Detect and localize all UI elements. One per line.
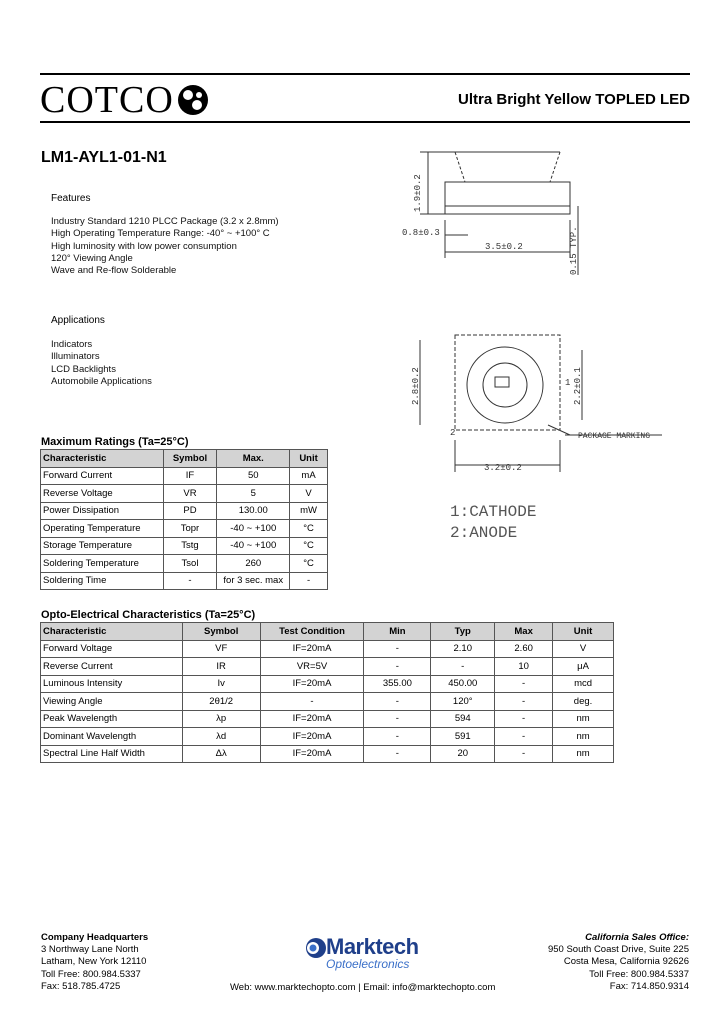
dim-side-label: 0.15 TYP. bbox=[569, 226, 579, 275]
table-row bbox=[41, 502, 328, 520]
max-ratings-title: Maximum Ratings (Ta=25°C) bbox=[41, 436, 189, 448]
hq-block bbox=[41, 932, 148, 993]
marktech-logo bbox=[304, 934, 419, 971]
header-cell: Max. bbox=[217, 450, 290, 468]
part-number: LM1-AYL1-01-N1 bbox=[41, 149, 167, 166]
header-cell: Characteristic bbox=[41, 623, 183, 641]
table-cell: 2.10 bbox=[431, 640, 495, 658]
header-cell: Characteristic bbox=[41, 450, 164, 468]
table-cell: 50 bbox=[217, 467, 290, 485]
top-view bbox=[420, 335, 662, 472]
list-item: High luminosity with low power consumption bbox=[51, 240, 237, 252]
list-item: Illuminators bbox=[51, 351, 100, 363]
package-marking-label: PACKAGE MARKING bbox=[578, 432, 651, 441]
table-cell: 260 bbox=[217, 555, 290, 573]
table-cell: - bbox=[364, 710, 431, 728]
header-cell: Unit bbox=[290, 450, 328, 468]
table-cell: Forward Current bbox=[41, 467, 164, 485]
hq-line: 3 Northway Lane North bbox=[41, 944, 139, 956]
ca-title: California Sales Office: bbox=[585, 932, 689, 943]
marktech-swirl-icon bbox=[304, 936, 326, 960]
table-cell: Forward Voltage bbox=[41, 640, 183, 658]
logo-mark-icon bbox=[176, 83, 210, 117]
document-title: Ultra Bright Yellow TOPLED LED bbox=[458, 91, 690, 108]
table-cell: V bbox=[290, 485, 328, 503]
table-cell: Spectral Line Half Width bbox=[41, 745, 183, 763]
brand-name: Marktech bbox=[326, 934, 419, 959]
table-cell: °C bbox=[290, 520, 328, 538]
side-view bbox=[420, 152, 578, 275]
table-cell: IR bbox=[182, 658, 260, 676]
table-cell: 20 bbox=[431, 745, 495, 763]
table-cell: 2.60 bbox=[495, 640, 553, 658]
table-row bbox=[41, 485, 328, 503]
dim-length-label: 3.5±0.2 bbox=[485, 242, 523, 252]
list-item: Industry Standard 1210 PLCC Package (3.2 x 2.8mm) bbox=[51, 216, 279, 227]
table-row bbox=[41, 572, 328, 590]
ca-line: Costa Mesa, California 92626 bbox=[563, 956, 689, 968]
table-cell: 450.00 bbox=[431, 675, 495, 693]
web-email-line[interactable]: Web: www.marktechopto.com | Email: info@marktechopto.com bbox=[230, 982, 496, 993]
table-cell: mcd bbox=[553, 675, 614, 693]
pin2-label: 2:ANODE bbox=[450, 524, 518, 542]
table-cell: Viewing Angle bbox=[41, 693, 183, 711]
table-cell: PD bbox=[163, 502, 217, 520]
features-list bbox=[51, 216, 279, 277]
table-cell: mW bbox=[290, 502, 328, 520]
header-cell: Symbol bbox=[163, 450, 217, 468]
hq-line: Fax: 518.785.4725 bbox=[41, 980, 121, 992]
table-cell: IF=20mA bbox=[260, 728, 364, 746]
ca-line: 950 South Coast Drive, Suite 225 bbox=[547, 944, 689, 956]
features-heading: Features bbox=[51, 193, 91, 204]
table-cell: °C bbox=[290, 555, 328, 573]
table-cell: °C bbox=[290, 537, 328, 555]
table-cell: VR=5V bbox=[260, 658, 364, 676]
table-cell: Power Dissipation bbox=[41, 502, 164, 520]
company-logo bbox=[40, 80, 210, 120]
table-row bbox=[41, 675, 614, 693]
table-cell: Reverse Voltage bbox=[41, 485, 164, 503]
table-cell: - bbox=[290, 572, 328, 590]
table-cell: - bbox=[495, 710, 553, 728]
hq-line: Toll Free: 800.984.5337 bbox=[41, 968, 141, 980]
hq-title: Company Headquarters bbox=[41, 932, 149, 943]
table-row bbox=[41, 520, 328, 538]
table-cell: Tstg bbox=[163, 537, 217, 555]
table-cell: Soldering Time bbox=[41, 572, 164, 590]
table-cell: - bbox=[260, 693, 364, 711]
table-cell: - bbox=[431, 658, 495, 676]
table-row bbox=[41, 537, 328, 555]
table-row bbox=[41, 693, 614, 711]
top-rule bbox=[40, 73, 690, 75]
table-cell: - bbox=[364, 745, 431, 763]
table-cell: 2θ1/2 bbox=[182, 693, 260, 711]
table-cell: VR bbox=[163, 485, 217, 503]
header-cell: Test Condition bbox=[260, 623, 364, 641]
table-cell: - bbox=[364, 640, 431, 658]
table-cell: Topr bbox=[163, 520, 217, 538]
ca-block bbox=[548, 932, 689, 993]
table-cell: - bbox=[163, 572, 217, 590]
dim-body-label: 2.8±0.2 bbox=[411, 367, 421, 405]
applications-heading: Applications bbox=[51, 315, 105, 326]
header-cell: Typ bbox=[431, 623, 495, 641]
table-cell: Storage Temperature bbox=[41, 537, 164, 555]
brand-sub: Optoelectronics bbox=[326, 957, 410, 971]
table-row bbox=[41, 467, 328, 485]
applications-list bbox=[51, 339, 152, 388]
table-cell: - bbox=[495, 675, 553, 693]
table-cell: 355.00 bbox=[364, 675, 431, 693]
max-ratings-table bbox=[40, 449, 328, 590]
table-cell: nm bbox=[553, 710, 614, 728]
company-name: COTCO bbox=[40, 79, 174, 121]
table-cell: μA bbox=[553, 658, 614, 676]
table-cell: IF=20mA bbox=[260, 710, 364, 728]
header-cell: Min bbox=[364, 623, 431, 641]
header-cell: Max bbox=[495, 623, 553, 641]
table-cell: Δλ bbox=[182, 745, 260, 763]
opto-table bbox=[40, 622, 614, 763]
table-cell: 120° bbox=[431, 693, 495, 711]
pin1-label: 1:CATHODE bbox=[450, 503, 537, 521]
package-drawing bbox=[400, 140, 690, 550]
list-item: Automobile Applications bbox=[51, 375, 152, 387]
header-rule bbox=[40, 121, 690, 123]
table-cell: IF=20mA bbox=[260, 675, 364, 693]
table-header-row bbox=[41, 450, 328, 468]
table-cell: IF=20mA bbox=[260, 745, 364, 763]
table-cell: IF bbox=[163, 467, 217, 485]
table-cell: - bbox=[364, 728, 431, 746]
hq-line: Latham, New York 12110 bbox=[41, 956, 147, 968]
list-item: 120° Viewing Angle bbox=[51, 252, 133, 264]
table-cell: - bbox=[495, 693, 553, 711]
table-row bbox=[41, 555, 328, 573]
table-row bbox=[41, 710, 614, 728]
table-cell: 5 bbox=[217, 485, 290, 503]
table-cell: mA bbox=[290, 467, 328, 485]
table-cell: VF bbox=[182, 640, 260, 658]
header-cell: Unit bbox=[553, 623, 614, 641]
table-row bbox=[41, 745, 614, 763]
table-cell: for 3 sec. max bbox=[217, 572, 290, 590]
dim-pad-label: 2.2±0.1 bbox=[573, 367, 583, 405]
table-cell: Soldering Temperature bbox=[41, 555, 164, 573]
table-header-row bbox=[41, 623, 614, 641]
ca-line: Toll Free: 800.984.5337 bbox=[589, 968, 689, 980]
table-cell: - bbox=[364, 658, 431, 676]
list-item: High Operating Temperature Range: -40° ~ +100° C bbox=[51, 228, 270, 240]
dim-lead-label: 0.8±0.3 bbox=[402, 228, 440, 238]
table-cell: - bbox=[495, 745, 553, 763]
table-cell: Tsol bbox=[163, 555, 217, 573]
ca-line: Fax: 714.850.9314 bbox=[609, 980, 689, 992]
table-cell: -40 ~ +100 bbox=[217, 537, 290, 555]
table-cell: - bbox=[364, 693, 431, 711]
table-cell: Operating Temperature bbox=[41, 520, 164, 538]
table-row bbox=[41, 728, 614, 746]
table-cell: 591 bbox=[431, 728, 495, 746]
table-row bbox=[41, 658, 614, 676]
mark-2: 2 bbox=[450, 428, 456, 438]
dim-height-label: 1.9±0.2 bbox=[413, 174, 423, 212]
table-cell: Dominant Wavelength bbox=[41, 728, 183, 746]
table-cell: Reverse Current bbox=[41, 658, 183, 676]
table-cell: λd bbox=[182, 728, 260, 746]
table-row bbox=[41, 640, 614, 658]
table-cell: nm bbox=[553, 728, 614, 746]
opto-title: Opto-Electrical Characteristics (Ta=25°C) bbox=[41, 609, 256, 621]
table-cell: 10 bbox=[495, 658, 553, 676]
list-item: LCD Backlights bbox=[51, 363, 116, 375]
table-cell: IF=20mA bbox=[260, 640, 364, 658]
table-cell: deg. bbox=[553, 693, 614, 711]
table-cell: -40 ~ +100 bbox=[217, 520, 290, 538]
table-cell: λp bbox=[182, 710, 260, 728]
mark-1: 1 bbox=[565, 378, 571, 388]
table-cell: Luminous Intensity bbox=[41, 675, 183, 693]
header-cell: Symbol bbox=[182, 623, 260, 641]
list-item: Indicators bbox=[51, 339, 93, 350]
table-cell: V bbox=[553, 640, 614, 658]
dim-width-label: 3.2±0.2 bbox=[484, 463, 522, 473]
table-cell: Iv bbox=[182, 675, 260, 693]
table-cell: 594 bbox=[431, 710, 495, 728]
table-cell: - bbox=[495, 728, 553, 746]
table-cell: 130.00 bbox=[217, 502, 290, 520]
table-cell: Peak Wavelength bbox=[41, 710, 183, 728]
table-cell: nm bbox=[553, 745, 614, 763]
list-item: Wave and Re-flow Solderable bbox=[51, 265, 177, 277]
